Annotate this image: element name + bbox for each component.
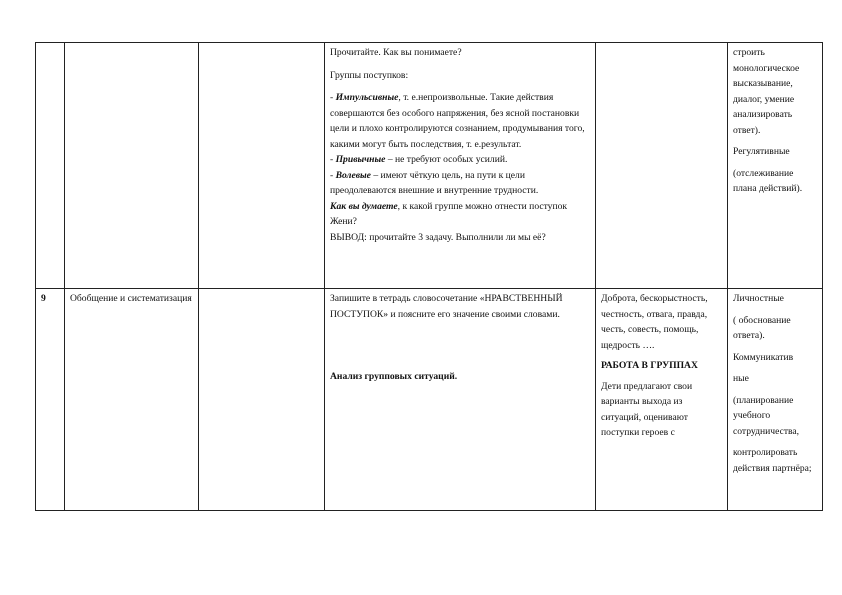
uud-line: контролировать действия партнёра; <box>733 447 812 474</box>
question-paragraph: Как вы думаете, к какой группе можно отнести поступок Жени? <box>330 200 568 227</box>
goals-cell <box>199 43 325 289</box>
stage-cell <box>65 289 199 511</box>
uud-line: Личностные <box>733 293 784 304</box>
content-line: Прочитайте. Как вы понимаете? <box>330 47 462 58</box>
stage-cell <box>65 43 199 289</box>
activity-line: Дети предлагают свои варианты выхода из ситуаций, оценивают поступки героев с <box>601 380 693 438</box>
uud-line: Коммуникатив <box>733 351 794 363</box>
volitional-paragraph: - Волевые – имеют чёткую цель, на пути к цели преодолеваются внешние и внутренние трудности. <box>330 169 539 196</box>
content-line: Группы поступков: <box>330 69 409 81</box>
impulsive-paragraph: - Импульсивные, т. е.непроизвольные. Такие действия совершаются без особого напряжения, без ясной постановки цели и плохо контролируются сознанием, продумывания того, какими могут быть последствия, т. е.результат. <box>330 92 585 150</box>
term-habitual: Привычные <box>335 154 386 165</box>
uud-line: ные <box>733 373 749 384</box>
student-activity-cell <box>596 43 728 289</box>
teacher-content-cell <box>325 43 596 289</box>
table-row <box>36 289 823 511</box>
uud-line: строить монологическое высказывание, диалог, умение анализировать ответ). <box>733 47 800 136</box>
conclusion-line: ВЫВОД: прочитайте 3 задачу. Выполнили ли мы её? <box>330 231 546 243</box>
table-row <box>36 43 823 289</box>
lesson-plan-table <box>35 42 823 511</box>
stage-title: Обобщение и систематизация <box>70 293 192 304</box>
term-think: Как вы думаете <box>330 200 398 212</box>
content-line: Запишите в тетрадь словосочетание «НРАВСТВЕННЫЙ ПОСТУПОК» и поясните его значение своими словами. <box>330 293 563 320</box>
row-number-cell <box>36 43 65 289</box>
row-number: 9 <box>41 293 46 304</box>
uud-cell <box>728 289 823 511</box>
term-volitional: Волевые <box>335 169 371 181</box>
activity-line: Доброта, бескорыстность, честность, отвага, правда, честь, совесть, помощь, щедрость …. <box>601 293 708 351</box>
term-impulsive: Импульсивные <box>335 92 399 103</box>
habitual-paragraph: - Привычные – не требуют особых усилий. <box>330 154 508 165</box>
goals-cell <box>199 289 325 511</box>
student-activity-cell <box>596 289 728 511</box>
uud-line: ( обоснование ответа). <box>733 314 791 341</box>
uud-line: (планирование учебного сотрудничества, <box>733 394 800 437</box>
row-number-cell <box>36 289 65 511</box>
teacher-content-cell <box>325 289 596 511</box>
uud-cell <box>728 43 823 289</box>
uud-line: Регулятивные <box>733 146 790 157</box>
uud-line: (отслеживание плана действий). <box>733 167 803 194</box>
activity-heading: РАБОТА В ГРУППАХ <box>601 360 698 371</box>
content-line: Анализ групповых ситуаций. <box>330 371 458 382</box>
